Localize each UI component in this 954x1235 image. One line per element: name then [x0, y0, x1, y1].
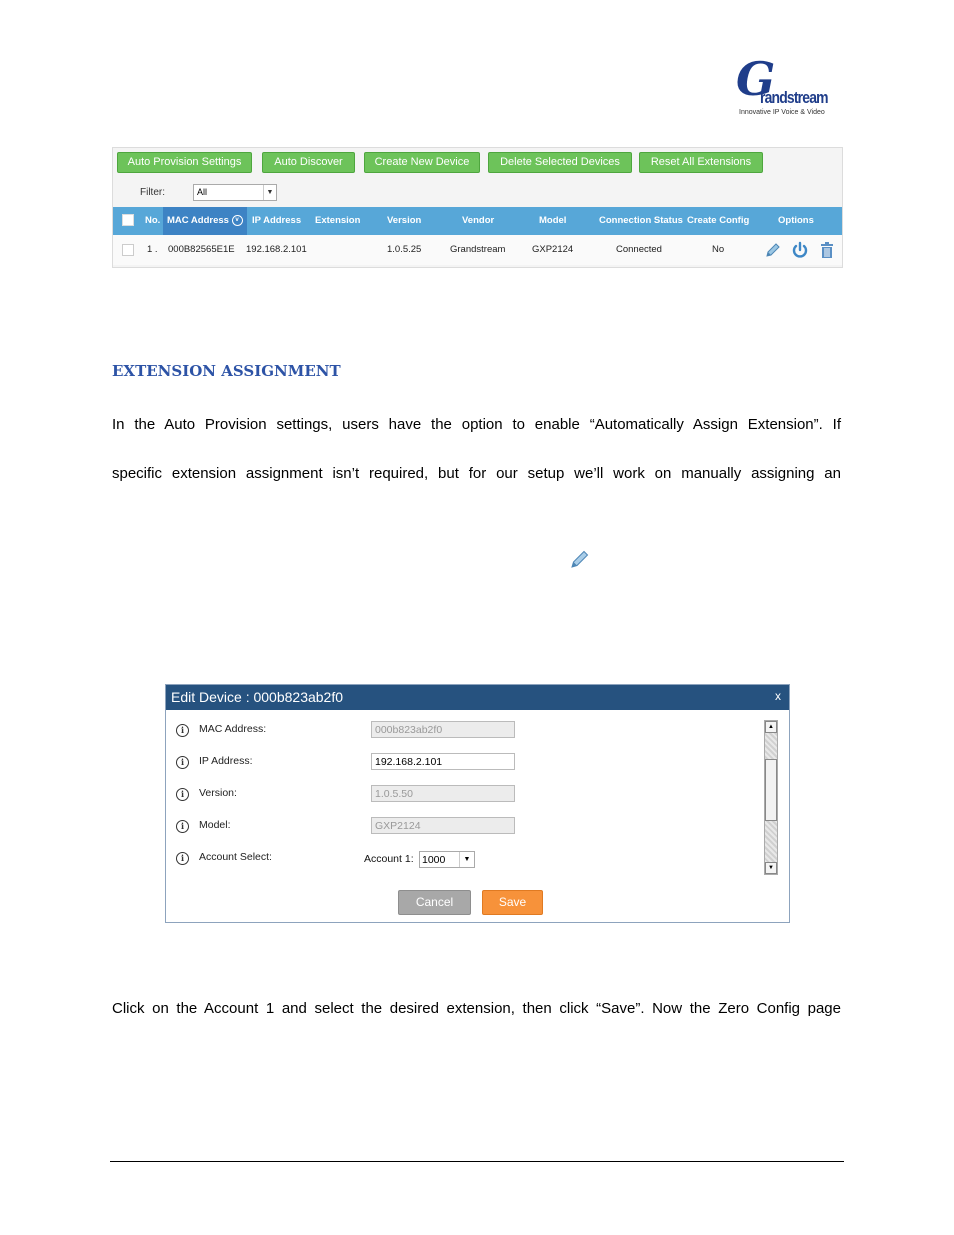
close-icon[interactable]: x — [775, 689, 781, 703]
info-icon: i — [176, 852, 189, 865]
cell-mac: 000B82565E1E — [168, 244, 235, 255]
mac-address-row — [176, 721, 756, 741]
mac-address-field: 000b823ab2f0 — [371, 721, 515, 738]
chevron-down-icon: ▼ — [459, 852, 474, 867]
table-header — [113, 207, 842, 235]
col-create-config: Create Config — [687, 215, 750, 226]
account-select-label: Account Select: — [199, 851, 272, 863]
scrollbar-thumb[interactable] — [765, 759, 777, 821]
cell-version: 1.0.5.25 — [387, 244, 422, 255]
create-new-device-button[interactable]: Create New Device — [364, 152, 480, 173]
cancel-button[interactable]: Cancel — [398, 890, 471, 915]
scroll-up-icon[interactable]: ▲ — [765, 721, 777, 733]
scroll-down-icon[interactable]: ▼ — [765, 862, 777, 874]
power-icon[interactable] — [791, 241, 809, 259]
chevron-down-icon: ▼ — [263, 185, 276, 200]
logo-tagline: Innovative IP Voice & Video — [739, 109, 825, 116]
cell-status: Connected — [616, 244, 662, 255]
account-1-value: 1000 — [422, 854, 446, 866]
account-1-select[interactable] — [419, 851, 475, 868]
info-icon: i — [176, 820, 189, 833]
paragraph-1-line-1: In the Auto Provision settings, users have the option to enable “Automatically Assign Extension”. If — [112, 416, 841, 433]
auto-provision-settings-button[interactable]: Auto Provision Settings — [117, 152, 252, 173]
filter-select[interactable] — [193, 184, 277, 201]
col-mac-label: MAC Address — [167, 215, 229, 226]
mac-address-label: MAC Address: — [199, 723, 267, 735]
col-vendor: Vendor — [462, 215, 495, 226]
device-list-panel — [112, 147, 843, 268]
reset-all-extensions-button[interactable]: Reset All Extensions — [639, 152, 763, 173]
dialog-title-bar — [166, 685, 789, 710]
col-connection-status: Connection Status — [599, 215, 683, 226]
version-row — [176, 785, 756, 805]
delete-selected-devices-button[interactable]: Delete Selected Devices — [488, 152, 632, 173]
logo-letter: G — [736, 52, 776, 106]
col-model: Model — [539, 215, 567, 226]
account-select-row — [176, 849, 756, 869]
footer-divider — [110, 1161, 844, 1162]
ip-address-field[interactable]: 192.168.2.101 — [371, 753, 515, 770]
pencil-icon — [569, 548, 591, 570]
col-ip-address: IP Address — [252, 215, 302, 226]
col-options: Options — [778, 215, 814, 226]
cell-create-config: No — [712, 244, 725, 255]
cell-model: GXP2124 — [532, 244, 574, 255]
filter-value: All — [197, 187, 208, 197]
info-icon: i — [176, 756, 189, 769]
logo-word: randstream — [760, 88, 828, 107]
grandstream-logo — [736, 52, 836, 122]
version-field: 1.0.5.50 — [371, 785, 515, 802]
cell-no: 1 . — [147, 244, 158, 255]
account-1-label: Account 1: — [364, 853, 414, 865]
ip-address-row — [176, 753, 756, 773]
cell-vendor: Grandstream — [450, 244, 506, 255]
sort-icon: v — [232, 215, 243, 226]
paragraph-1-line-2: specific extension assignment isn’t required, but for our setup we’ll work on manually assigning an — [112, 465, 841, 482]
col-no: No. — [145, 215, 161, 226]
paragraph-2-line-1: Click on the Account 1 and select the desired extension, then click “Save”. Now the Zero Config page — [112, 1000, 841, 1017]
version-label: Version: — [199, 787, 237, 799]
filter-label: Filter: — [140, 187, 165, 198]
dialog-scrollbar[interactable] — [764, 720, 778, 875]
paragraph-1 — [112, 415, 841, 435]
info-icon: i — [176, 724, 189, 737]
ip-address-label: IP Address: — [199, 755, 253, 767]
cell-ip: 192.168.2.101 — [246, 244, 307, 255]
paragraph-2 — [112, 999, 841, 1019]
row-checkbox[interactable] — [122, 244, 134, 256]
auto-discover-button[interactable]: Auto Discover — [262, 152, 355, 173]
dialog-title: Edit Device : 000b823ab2f0 — [171, 689, 344, 705]
model-label: Model: — [199, 819, 231, 831]
col-mac-address[interactable] — [163, 207, 247, 235]
info-icon: i — [176, 788, 189, 801]
paragraph-1-cont — [112, 464, 841, 484]
save-button[interactable]: Save — [482, 890, 543, 915]
section-heading: EXTENSION ASSIGNMENT — [112, 362, 341, 380]
col-version: Version — [387, 215, 422, 226]
pencil-icon[interactable] — [764, 241, 782, 259]
edit-device-dialog — [165, 684, 790, 923]
select-all-checkbox[interactable] — [122, 214, 134, 226]
model-row — [176, 817, 756, 837]
model-field: GXP2124 — [371, 817, 515, 834]
trash-icon[interactable] — [818, 241, 836, 259]
table-row — [113, 235, 842, 265]
col-extension: Extension — [315, 215, 361, 226]
